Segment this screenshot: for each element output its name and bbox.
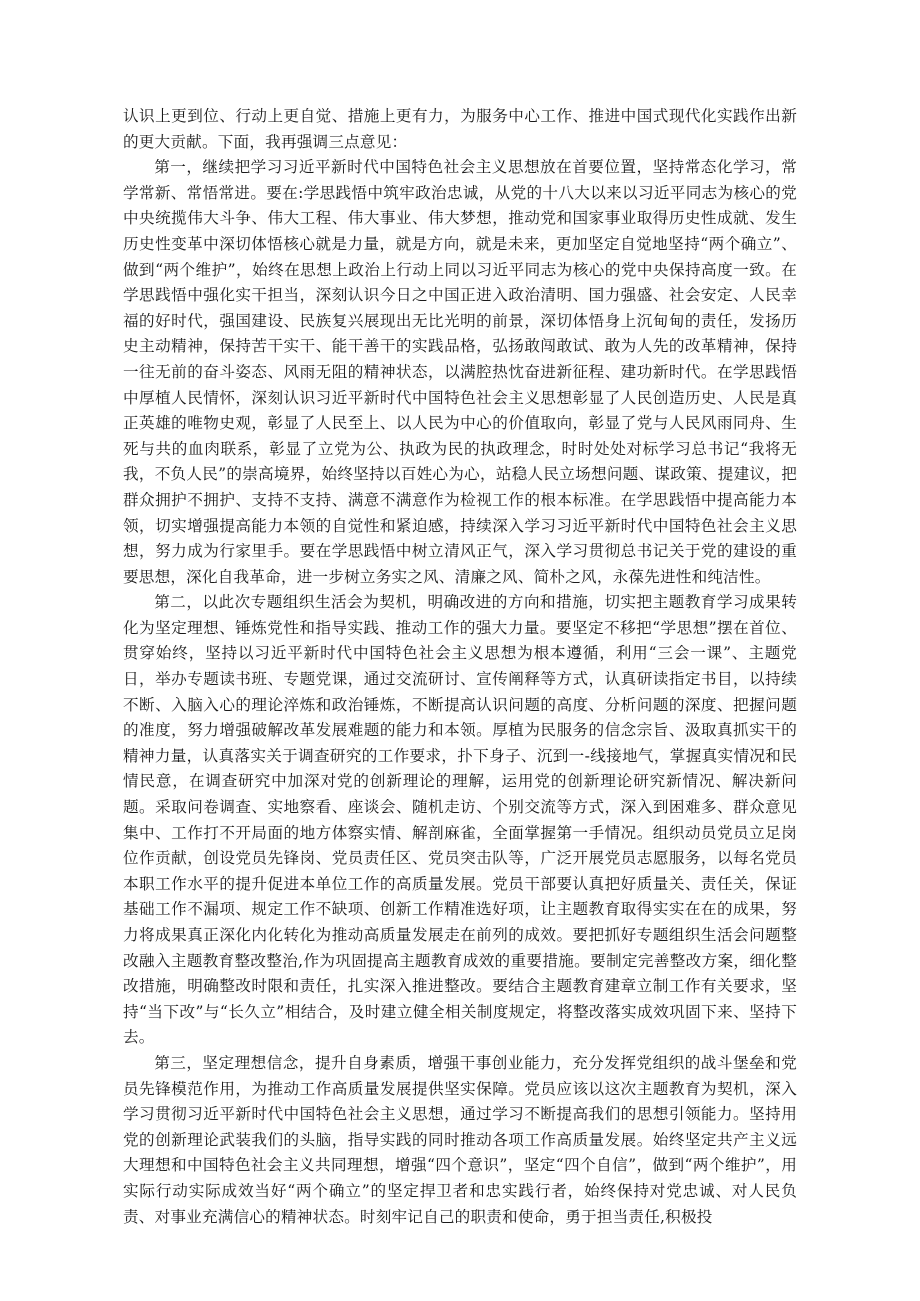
paragraph-second-point: 第二，以此次专题组织生活会为契机，明确改进的方向和措施，切实把主题教育学习成果转化为坚定理想、锤炼党性和指导实践、推动工作的强大力量。要坚定不移把“学思想”摆在首位、贯穿始终，坚持以习近平新时代中国特色社会主义思想为根本遵循，利用“三会一课”、主题党日，举办专题读书班、专题党课，通过交流研讨、宣传阐释等方式，认真研读指定书目，以持续不断、入脑入心的理论淬炼和政治锤炼，不断提高认识问题的高度、分析问题的深度、把握问题的准度，努力增强破解改革发展难题的能力和本领。厚植为民服务的信念宗旨、汲取真抓实干的精神力量，认真落实关于调查研究的工作要求，扑下身子、沉到一-线接地气，掌握真实情况和民情民意，在调查研究中加深对党的创新理论的理解，运用党的创新理论研究新情况、解决新问题。采取问卷调查、实地察看、座谈会、随机走访、个别交流等方式，深入到困难多、群众意见集中、工作打不开局面的地方体察实情、解剖麻雀，全面掌握第一手情况。组织动员党员立足岗位作贡献，创设党员先锋岗、党员责任区、党员突击队等，广泛开展党员志愿服务，以每名党员本职工作水平的提升促进本单位工作的高质量发展。党员干部要认真把好质量关、责任关，保证基础工作不漏项、规定工作不缺项、创新工作精准选好项，让主题教育取得实实在在的成果，努力将成果真正深化内化转化为推动高质量发展走在前列的成效。要把抓好专题组织生活会问题整改融入主题教育整改整治,作为巩固提高主题教育成效的重要措施。要制定完善整改方案，细化整改措施，明确整改时限和责任，扎实深入推进整改。要结合主题教育建章立制工作有关要求，坚持“当下改”与“长久立”相结合，及时建立健全相关制度规定，将整改落实成效巩固下来、坚持下去。 xyxy=(123,593,797,1047)
paragraph-first-point: 第一，继续把学习习近平新时代中国特色社会主义思想放在首要位置，坚持常态化学习，常学常新、常悟常进。要在:学思践悟中筑牢政治忠诚，从党的十八大以来以习近平同志为核心的党中央统揽伟大斗争、伟大工程、伟大事业、伟大梦想，推动党和国家事业取得历史性成就、发生历史性变革中深切体悟核心就是力量，就是方向，就是未来，更加坚定自觉地坚持“两个确立”、做到“两个维护”，始终在思想上政治上行动上同以习近平同志为核心的党中央保持高度一致。在学思践悟中强化实干担当，深刻认识今日之中国正进入政治清明、国力强盛、社会安定、人民幸福的好时代，强国建设、民族复兴展现出无比光明的前景，深切体悟身上沉甸甸的责任，发扬历史主动精神，保持苦干实干、能干善干的实践品格，弘扬敢闯敢试、敢为人先的改革精神，保持一往无前的奋斗姿态、风雨无阻的精神状态，以满腔热忱奋进新征程、建功新时代。在学思践悟中厚植人民情怀，深刻认识习近平新时代中国特色社会主义思想彰显了人民创造历史、人民是真正英雄的唯物史观，彰显了人民至上、以人民为中心的价值取向，彰显了党与人民风雨同舟、生死与共的血肉联系，彰显了立党为公、执政为民的执政理念，时时处处对标学习总书记“我将无我，不负人民”的崇高境界，始终坚持以百姓心为心，站稳人民立场想问题、谋政策、提建议，把群众拥护不拥护、支持不支持、满意不满意作为检视工作的根本标准。在学思践悟中提高能力本领，切实增强提高能力本领的自觉性和紧迫感，持续深入学习习近平新时代中国特色社会主义思想，努力成为行家里手。要在学思践悟中树立清风正气，深入学习贯彻总书记关于党的建设的重要思想，深化自我革命，进一步树立务实之风、清廉之风、简朴之风，永葆先进性和纯洁性。 xyxy=(123,158,797,586)
document-body xyxy=(123,104,797,1230)
paragraph-third-point: 第三，坚定理想信念，提升自身素质，增强干事创业能力，充分发挥党组织的战斗堡垒和党员先锋模范作用，为推动工作高质量发展提供坚实保障。党员应该以这次主题教育为契机，深入学习贯彻习近平新时代中国特色社会主义思想，通过学习不断提高我们的思想引领能力。坚持用党的创新理论武装我们的头脑，指导实践的同时推动各项工作高质量发展。始终坚定共产主义远大理想和中国特色社会主义共同理想，增强“四个意识”，坚定“四个自信”，做到“两个维护”，用实际行动实际成效当好“两个确立”的坚定捍卫者和忠实践行者，始终保持对党忠诚、对人民负责、对事业充满信心的精神状态。时刻牢记自己的职责和使命，勇于担当责任,积极投 xyxy=(123,1053,797,1226)
paragraph-intro: 认识上更到位、行动上更自觉、措施上更有力，为服务中心工作、推进中国式现代化实践作出新的更大贡献。下面，我再强调三点意见： xyxy=(123,107,797,151)
